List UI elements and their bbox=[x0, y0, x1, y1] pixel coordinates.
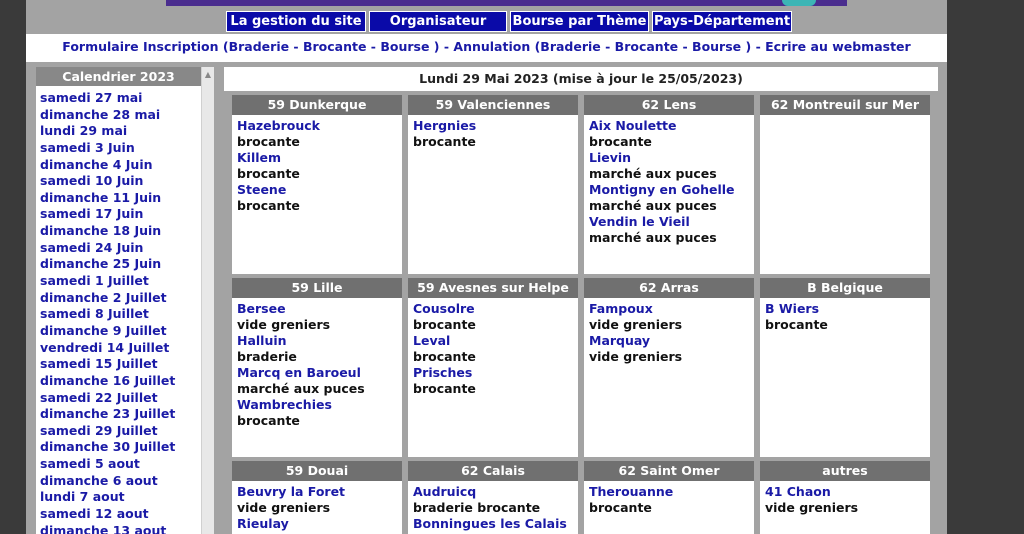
calendar-date-link[interactable]: dimanche 16 Juillet bbox=[40, 372, 176, 388]
event-town-link[interactable]: Lievin bbox=[589, 150, 632, 165]
event-town-link[interactable]: Rieulay bbox=[237, 516, 289, 531]
region-events bbox=[584, 298, 754, 368]
region-events bbox=[760, 115, 930, 121]
calendar-date-link[interactable]: samedi 22 Juillet bbox=[40, 389, 158, 405]
event-town-link[interactable]: Cousolre bbox=[413, 301, 475, 316]
region-box bbox=[232, 95, 402, 274]
webmaster-link[interactable]: Ecrire au webmaster bbox=[765, 39, 911, 54]
region-title: 59 Lille bbox=[232, 278, 402, 298]
calendar-date-link[interactable]: dimanche 11 Juin bbox=[40, 189, 162, 205]
region-title: 59 Avesnes sur Helpe bbox=[408, 278, 578, 298]
calendar-date-link[interactable]: dimanche 2 Juillet bbox=[40, 289, 167, 305]
region-events bbox=[584, 115, 754, 249]
event-town-link[interactable]: Therouanne bbox=[589, 484, 674, 499]
event-town-link[interactable]: Aix Noulette bbox=[589, 118, 677, 133]
event-town-link[interactable]: Leval bbox=[413, 333, 451, 348]
event-town-link[interactable]: Beuvry la Foret bbox=[237, 484, 346, 499]
calendar-date-link[interactable]: dimanche 25 Juin bbox=[40, 256, 162, 272]
calendar-date-link[interactable]: samedi 27 mai bbox=[40, 90, 143, 105]
region-events bbox=[232, 115, 402, 217]
region-box bbox=[584, 95, 754, 274]
region-box bbox=[760, 461, 930, 534]
calendar-date-link[interactable]: samedi 29 Juillet bbox=[40, 422, 158, 438]
region-events bbox=[408, 298, 578, 400]
nav-organisateur-button[interactable]: Organisateur bbox=[369, 11, 507, 32]
event-type: vide greniers bbox=[237, 317, 331, 332]
scroll-up-icon[interactable]: ▲ bbox=[204, 70, 212, 79]
event-type: brocante bbox=[413, 381, 476, 396]
calendar-date-link[interactable]: dimanche 9 Juillet bbox=[40, 322, 167, 338]
links-separator: - bbox=[751, 39, 766, 54]
event-town-link[interactable]: 41 Chaon bbox=[765, 484, 831, 499]
region-box bbox=[232, 461, 402, 534]
nav-gestion-button[interactable]: La gestion du site bbox=[226, 11, 366, 32]
event-type: marché aux puces bbox=[589, 166, 717, 181]
banner-logo bbox=[782, 0, 816, 6]
event-type: vide greniers bbox=[589, 317, 683, 332]
event-type: brocante bbox=[237, 134, 300, 149]
event-type: brocante bbox=[413, 134, 476, 149]
event-type: vide greniers bbox=[765, 500, 859, 515]
calendar-date-link[interactable]: samedi 10 Juin bbox=[40, 173, 144, 189]
region-events bbox=[232, 298, 402, 432]
event-town-link[interactable]: Marcq en Baroeul bbox=[237, 365, 361, 380]
calendar-date-list bbox=[36, 86, 214, 534]
region-title: 62 Montreuil sur Mer bbox=[760, 95, 930, 115]
main-content bbox=[224, 67, 938, 534]
banner-strip bbox=[166, 0, 847, 6]
calendar-date-link[interactable]: dimanche 18 Juin bbox=[40, 223, 162, 239]
region-events bbox=[408, 481, 578, 534]
calendar-date-link[interactable]: samedi 17 Juin bbox=[40, 206, 144, 222]
region-box bbox=[584, 278, 754, 457]
top-navigation bbox=[226, 11, 792, 32]
region-title: 59 Douai bbox=[232, 461, 402, 481]
event-town-link[interactable]: B Wiers bbox=[765, 301, 820, 316]
region-events bbox=[232, 481, 402, 534]
annulation-link[interactable]: Annulation (Braderie - Brocante - Bourse ) bbox=[453, 39, 752, 54]
calendar-date-link[interactable]: dimanche 28 mai bbox=[40, 106, 161, 122]
event-type: marché aux puces bbox=[237, 381, 365, 396]
event-type: vide greniers bbox=[237, 500, 331, 515]
calendar-title: Calendrier 2023 bbox=[36, 67, 201, 86]
calendar-date-link[interactable]: dimanche 23 Juillet bbox=[40, 406, 176, 422]
event-type: brocante bbox=[589, 500, 652, 515]
event-town-link[interactable]: Marquay bbox=[589, 333, 651, 348]
event-type: braderie bbox=[237, 349, 297, 364]
event-type: brocante bbox=[413, 349, 476, 364]
calendar-date-link[interactable]: samedi 5 aout bbox=[40, 456, 140, 472]
event-type: brocante bbox=[237, 166, 300, 181]
region-title: 62 Lens bbox=[584, 95, 754, 115]
calendar-date-link[interactable]: samedi 15 Juillet bbox=[40, 356, 158, 372]
region-title: B Belgique bbox=[760, 278, 930, 298]
calendar-date-link[interactable]: samedi 8 Juillet bbox=[40, 306, 149, 322]
region-title: 59 Dunkerque bbox=[232, 95, 402, 115]
region-box bbox=[408, 278, 578, 457]
event-type: brocante bbox=[589, 134, 652, 149]
calendar-scrollbar[interactable] bbox=[201, 67, 214, 534]
region-box bbox=[760, 95, 930, 274]
event-town-link[interactable]: Bonningues les Calais bbox=[413, 516, 567, 531]
event-type: vide greniers bbox=[589, 349, 683, 364]
region-events bbox=[760, 481, 930, 519]
region-events bbox=[408, 115, 578, 153]
calendar-date-link[interactable]: vendredi 14 Juillet bbox=[40, 339, 170, 355]
event-town-link[interactable]: Bersee bbox=[237, 301, 286, 316]
calendar-date-link[interactable]: dimanche 30 Juillet bbox=[40, 439, 176, 455]
region-box bbox=[760, 278, 930, 457]
region-title: 62 Arras bbox=[584, 278, 754, 298]
region-title: 62 Calais bbox=[408, 461, 578, 481]
quick-links-bar bbox=[26, 34, 947, 62]
region-title: 59 Valenciennes bbox=[408, 95, 578, 115]
event-type: braderie brocante bbox=[413, 500, 541, 515]
event-town-link[interactable]: Killem bbox=[237, 150, 282, 165]
region-box bbox=[584, 461, 754, 534]
event-type: brocante bbox=[413, 317, 476, 332]
calendar-date-link[interactable]: dimanche 13 aout bbox=[40, 522, 167, 534]
event-town-link[interactable]: Vendin le Vieil bbox=[589, 214, 690, 229]
event-town-link[interactable]: Wambrechies bbox=[237, 397, 332, 412]
event-town-link[interactable]: Hergnies bbox=[413, 118, 477, 133]
calendar-date-link[interactable]: samedi 1 Juillet bbox=[40, 273, 149, 289]
event-type: brocante bbox=[237, 413, 300, 428]
calendar-date-link[interactable]: lundi 7 aout bbox=[40, 489, 125, 505]
event-town-link[interactable]: Hazebrouck bbox=[237, 118, 320, 133]
event-town-link[interactable]: Steene bbox=[237, 182, 287, 197]
event-type: brocante bbox=[237, 198, 300, 213]
links-separator: - bbox=[439, 39, 454, 54]
region-box bbox=[408, 461, 578, 534]
event-type: marché aux puces bbox=[589, 198, 717, 213]
calendar-date-link[interactable]: lundi 29 mai bbox=[40, 123, 128, 139]
event-type: marché aux puces bbox=[589, 230, 717, 245]
nav-bourse-theme-button[interactable]: Bourse par Thème bbox=[510, 11, 649, 32]
region-events bbox=[760, 298, 930, 336]
calendar-date-link[interactable]: dimanche 6 aout bbox=[40, 472, 158, 488]
current-date-heading: Lundi 29 Mai 2023 (mise à jour le 25/05/2023) bbox=[224, 67, 938, 91]
nav-pays-departement-button[interactable]: Pays-Département bbox=[652, 11, 792, 32]
calendar-date-link[interactable]: samedi 3 Juin bbox=[40, 139, 135, 155]
page-container bbox=[26, 0, 947, 534]
event-town-link[interactable]: Fampoux bbox=[589, 301, 653, 316]
region-box bbox=[408, 95, 578, 274]
calendar-date-link[interactable]: samedi 12 aout bbox=[40, 506, 149, 522]
region-title: 62 Saint Omer bbox=[584, 461, 754, 481]
calendar-date-link[interactable]: samedi 24 Juin bbox=[40, 239, 144, 255]
formulaire-inscription-link[interactable]: Formulaire Inscription (Braderie - Brocante - Bourse ) bbox=[62, 39, 440, 54]
region-events bbox=[584, 481, 754, 519]
event-town-link[interactable]: Audruicq bbox=[413, 484, 477, 499]
event-town-link[interactable]: Montigny en Gohelle bbox=[589, 182, 735, 197]
calendar-panel bbox=[36, 67, 214, 534]
event-town-link[interactable]: Prisches bbox=[413, 365, 473, 380]
region-title: autres bbox=[760, 461, 930, 481]
site-banner bbox=[26, 0, 947, 34]
event-type: brocante bbox=[765, 317, 828, 332]
event-town-link[interactable]: Halluin bbox=[237, 333, 287, 348]
region-box bbox=[232, 278, 402, 457]
calendar-date-link[interactable]: dimanche 4 Juin bbox=[40, 156, 153, 172]
